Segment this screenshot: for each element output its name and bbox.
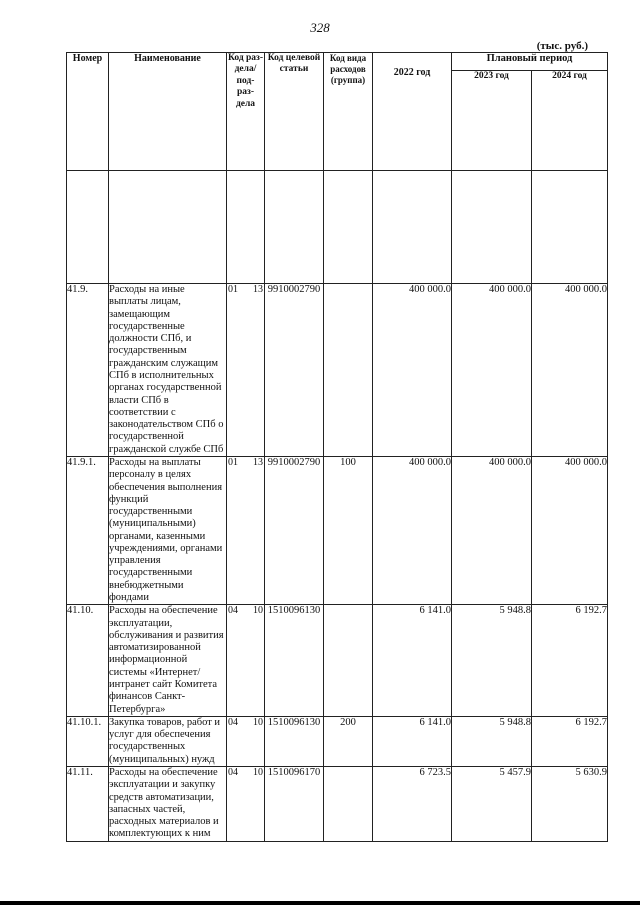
row-expense-type: 200 [324,716,373,766]
row-number: 41.9. [67,284,109,457]
row-2023: 400 000.0 [452,456,532,604]
budget-table [66,52,608,842]
row-section-code [227,716,265,766]
row-2024: 6 192.7 [532,605,608,717]
row-name: Расходы на обеспечение эксплуатации, обслуживания и развития автоматизированной информационной системы «Интернет/интранет сайт Комитета финансов Санкт-Петербурга» [109,605,227,717]
table-row [67,716,608,766]
row-number: 41.11. [67,766,109,841]
row-section-code [227,766,265,841]
row-2022: 400 000.0 [373,456,452,604]
row-2022: 6 141.0 [373,605,452,717]
row-number: 41.9.1. [67,456,109,604]
row-expense-type: 100 [324,456,373,604]
row-2022: 6 723.5 [373,766,452,841]
row-2022: 400 000.0 [373,284,452,457]
header-target: Код целевой статьи [265,53,324,171]
row-number: 41.10.1. [67,716,109,766]
row-section-code [227,456,265,604]
table-row [67,766,608,841]
row-section-code [227,284,265,457]
table-row [67,605,608,717]
row-2023: 5 457.9 [452,766,532,841]
section-code: 01 [228,284,238,295]
row-expense-type [324,284,373,457]
section-code: 04 [228,766,238,778]
table-spacer-row [67,171,608,284]
row-2024: 6 192.7 [532,716,608,766]
section-code: 04 [228,716,238,728]
section-code: 04 [228,605,238,617]
table-row [67,456,608,604]
row-2024: 400 000.0 [532,456,608,604]
subsection-code: 13 [253,456,263,468]
row-name: Расходы на иные выплаты лицам, замещающим государственные должности СПб, и государственным гражданским служащим СПб в исполнительных органах государственной власти СПб в соответствии с законодательством СПб о государственной гражданской службе СПб [109,284,227,457]
subsection-code: 10 [253,766,263,778]
section-code: 01 [228,456,238,468]
row-expense-type [324,605,373,717]
header-2023: 2023 год [452,71,532,171]
page-number: 328 [310,20,330,35]
subsection-code: 13 [253,284,263,295]
row-2022: 6 141.0 [373,716,452,766]
scan-edge-bar [0,901,640,905]
row-2023: 400 000.0 [452,284,532,457]
row-target-code: 1510096170 [265,766,324,841]
header-number: Номер [67,53,109,171]
row-2023: 5 948.8 [452,716,532,766]
header-planned-period: Плановый период [452,53,608,71]
row-name: Закупка товаров, работ и услуг для обеспечения государственных (муниципальных) нужд [109,716,227,766]
row-target-code: 9910002790 [265,456,324,604]
row-2023: 5 948.8 [452,605,532,717]
row-target-code: 9910002790 [265,284,324,457]
row-number: 41.10. [67,605,109,717]
header-2022: 2022 год [373,53,452,171]
header-name: Наименование [109,53,227,171]
row-2024: 400 000.0 [532,284,608,457]
table-row [67,284,608,457]
units-label: (тыс. руб.) [536,40,588,52]
row-name: Расходы на выплаты персоналу в целях обеспечения выполнения функций государственными (муниципальными) органами, казенными учреждениями, органами управления государственными внебюджетными фондами [109,456,227,604]
row-expense-type [324,766,373,841]
subsection-code: 10 [253,605,263,617]
header-expense-type: Код вида расходов (группа) [324,53,373,171]
row-name: Расходы на обеспечение эксплуатации и закупку средств автоматизации, запасных частей, расходных материалов и комплектующих к ним [109,766,227,841]
subsection-code: 10 [253,716,263,728]
row-section-code [227,605,265,717]
row-target-code: 1510096130 [265,716,324,766]
header-section: Код раз- дела/ под- раз- дела [227,53,265,171]
row-2024: 5 630.9 [532,766,608,841]
header-2024: 2024 год [532,71,608,171]
row-target-code: 1510096130 [265,605,324,717]
